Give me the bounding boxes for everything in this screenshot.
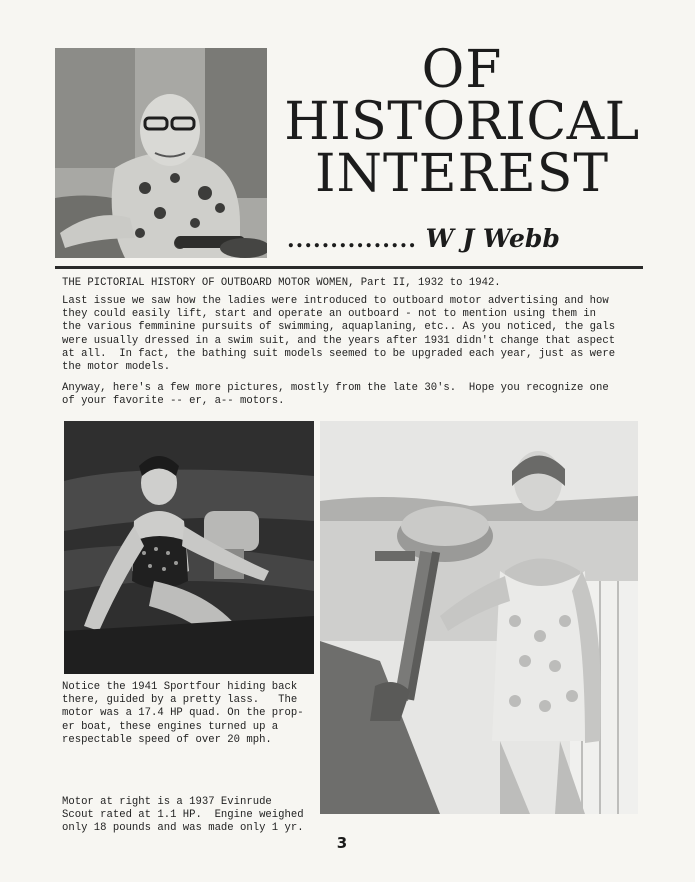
title-line-historical: HISTORICAL bbox=[284, 92, 640, 152]
scout-photo-image bbox=[320, 421, 638, 814]
caption-scout: Motor at right is a 1937 Evinrude Scout rated at 1.1 HP. Engine weighed only 18 pounds and was made only 1 yr. bbox=[62, 796, 304, 835]
title-line-interest: INTEREST bbox=[314, 144, 610, 204]
sportfour-photo bbox=[64, 421, 314, 674]
article-paragraph-2: Anyway, here's a few more pictures, mostly from the late 30's. Hope you recognize one of your favorite -- er, a-- motors. bbox=[62, 382, 609, 408]
byline-author: W J Webb bbox=[425, 224, 560, 253]
byline-dots: ............... bbox=[287, 227, 417, 253]
author-photo bbox=[55, 48, 267, 258]
header-divider bbox=[55, 266, 643, 269]
page-number: 3 bbox=[336, 834, 348, 852]
article-headline: THE PICTORIAL HISTORY OF OUTBOARD MOTOR WOMEN, Part II, 1932 to 1942. bbox=[62, 277, 501, 289]
byline bbox=[287, 224, 632, 256]
title-line-of: OF bbox=[421, 40, 503, 100]
author-photo-image bbox=[55, 48, 267, 258]
sportfour-photo-image bbox=[64, 421, 314, 674]
scout-photo bbox=[320, 421, 638, 814]
article-paragraph-1: Last issue we saw how the ladies were introduced to outboard motor advertising and how they could easily lift, start and operate an outboard - not to mention using them in the various femminine pursuits of swimming, aquaplaning, etc.. As you noticed, the gals were usually dressed in a swim suit, and the years after 1931 didn't change that aspect at all. In fact, the bathing suit models seemed to be upgraded each year, just as were the motor models. bbox=[62, 295, 616, 374]
caption-sportfour: Notice the 1941 Sportfour hiding back there, guided by a pretty lass. The motor was a 17.4 HP quad. On the prop- er boat, these engines turned up a respectable speed of over 20 mph. bbox=[62, 681, 304, 746]
